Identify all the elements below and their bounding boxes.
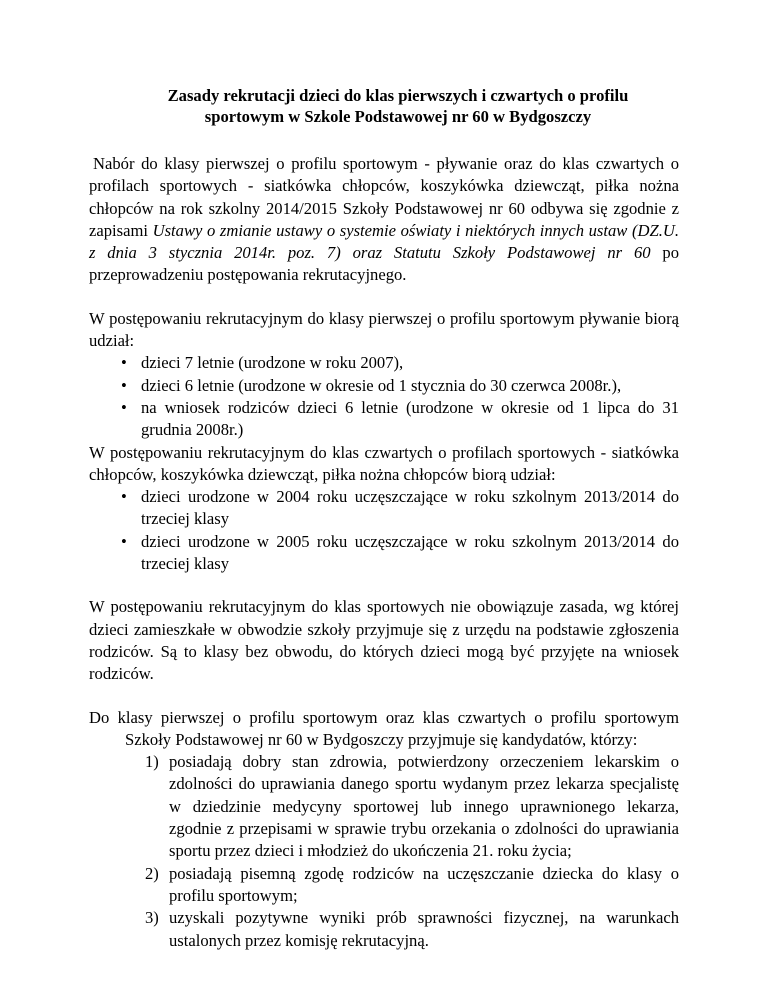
- title-line-1: Zasady rekrutacji dzieci do klas pierwszych i czwartych o profilu: [167, 86, 629, 105]
- item-number: 2): [145, 863, 159, 883]
- bullet-icon: •: [121, 487, 127, 507]
- first-grade-list: [89, 352, 679, 441]
- first-grade-lead: W postępowaniu rekrutacyjnym do klasy pierwszej o profilu sportowym pływanie biorą udział:: [89, 308, 679, 351]
- list-item: • dzieci 6 letnie (urodzone w okresie od 1 stycznia do 30 czerwca 2008r.),: [141, 375, 679, 397]
- item-number: 1): [145, 752, 159, 772]
- list-item: 2) posiadają pisemną zgodę rodziców na uczęszczanie dziecka do klasy o profilu sportowym;: [145, 863, 679, 905]
- intro-paragraph: [89, 153, 679, 287]
- intro-text: Nabór do klasy pierwszej o profilu sportowym - pływanie oraz do klas czwartych o profilach sportowych - siatkówka chłopców, koszykówka dziewcząt, piłka nożna chłopców na rok szkolny 2014/2015 Szkoły Podstawowej nr 60 odbywa się zgodnie z zapisami: [89, 154, 679, 240]
- fourth-grade-lead: W postępowaniu rekrutacyjnym do klas czwartych o profilach sportowych - siatkówka chłopców, koszykówka dziewcząt, piłka nożna chłopców biorą udział:: [89, 442, 679, 484]
- admission-section: [89, 707, 679, 952]
- intro-legal-reference: Ustawy o zmianie ustawy o systemie oświaty i niektórych innych ustaw (DZ.U. z dnia 3 stycznia 2014r. poz. 7) oraz Statutu Szkoły Podstawowej nr 60: [89, 220, 679, 263]
- list-item: • dzieci urodzone w 2004 roku uczęszczające w roku szkolnym 2013/2014 do trzeciej klasy: [121, 487, 679, 529]
- bullet-icon: •: [121, 375, 127, 395]
- list-item: • dzieci 7 letnie (urodzone w roku 2007),: [141, 352, 679, 374]
- intro-text-end: po przeprowadzeniu postępowania rekrutacyjnego.: [89, 243, 679, 285]
- no-district-paragraph: W postępowaniu rekrutacyjnym do klas sportowych nie obowiązuje zasada, wg której dzieci zamieszkałe w obwodzie szkoły przyjmuje się z urzędu na podstawie zgłoszenia rodziców. Są to klasy bez obwodu, do których dzieci mogą być przyjęte na wniosek rodziców.: [89, 597, 679, 684]
- list-item: • dzieci urodzone w 2005 roku uczęszczające w roku szkolnym 2013/2014 do trzeciej klasy: [121, 531, 679, 574]
- fourth-grade-list: [89, 486, 679, 575]
- admission-lead: Do klasy pierwszej o profilu sportowym oraz klas czwartych o profilu sportowym Szkoły Podstawowej nr 60 w Bydgoszczy przyjmuje się kandydatów, którzy:: [89, 707, 679, 749]
- list-item: • na wniosek rodziców dzieci 6 letnie (urodzone w okresie od 1 lipca do 31 grudnia 2008r.): [121, 397, 679, 440]
- title-line-2: sportowym w Szkole Podstawowej nr 60 w Bydgoszczy: [204, 106, 592, 126]
- bullet-icon: •: [121, 531, 127, 551]
- document-title: [89, 86, 679, 127]
- list-item: 3) uzyskali pozytywne wyniki prób sprawności fizycznej, na warunkach ustalonych przez komisję rekrutacyjną.: [145, 908, 679, 950]
- item-number: 3): [145, 908, 159, 928]
- list-item: 1) posiadają dobry stan zdrowia, potwierdzony orzeczeniem lekarskim o zdolności do uprawiania danego sportu wydanym przez lekarza specjalistę w dziedzinie medycyny sportowej lub innego uprawnionego lekarza, zgodnie z przepisami w sprawie trybu orzekania o zdolności do uprawiania sportu przez dzieci i młodzież do ukończenia 21. roku życia;: [145, 752, 679, 861]
- bullet-icon: •: [121, 397, 127, 417]
- bullet-icon: •: [121, 353, 127, 373]
- admission-criteria-list: [89, 751, 679, 952]
- first-grade-section: [89, 308, 679, 576]
